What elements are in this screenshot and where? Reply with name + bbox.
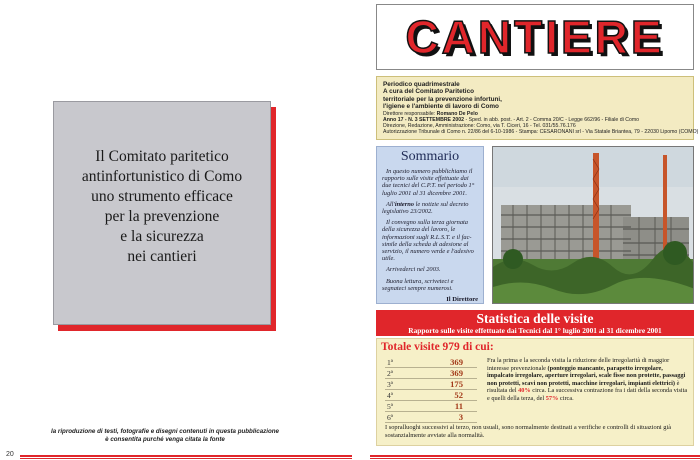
visit-count: 52 <box>405 390 477 401</box>
visits-row <box>385 401 477 412</box>
sommario-paragraph-1: In questo numero pubblichiamo il rapporto sulle visite effettuate dai due tecnici del C.P.T. nel periodo 1° luglio 2001 al 31 dicembre 2001. <box>382 168 475 197</box>
footer-rule-thin <box>20 458 352 459</box>
visit-number: 3ª <box>385 379 405 390</box>
statistics-title: Statistica delle visite <box>476 311 594 326</box>
visit-count: 369 <box>405 357 477 368</box>
footer-rule-thin <box>370 458 700 459</box>
visit-count: 3 <box>405 412 477 423</box>
statistics-summary <box>487 357 691 403</box>
summary-part-c: è risultata del <box>487 379 680 395</box>
statistics-note: I sopralluoghi successivi al terzo, non usuali, sono normalmente destinati a verifiche e controlli di situazioni già sostanzialmente avviate alla normalità. <box>385 424 672 439</box>
statistics-panel <box>376 338 694 446</box>
sommario-title: Sommario <box>400 149 460 164</box>
visits-row <box>385 390 477 401</box>
publication-info <box>376 76 699 140</box>
reproduction-notice-line-1: la riproduzione di testi, fotografie e disegni contenuti in questa pubblicazione <box>51 428 279 435</box>
visit-number: 1ª <box>385 357 405 368</box>
summary-part-d: circa. <box>530 387 547 395</box>
visit-number: 4ª <box>385 390 405 401</box>
info-committee-line-2: l'igiene e l'ambiente di lavoro di Como <box>383 103 499 111</box>
summary-part-e: La successiva contrazione fra i dati della seconda visita e quelli della terza, del <box>487 387 688 402</box>
page-number: 20 <box>6 451 14 458</box>
reproduction-notice <box>40 428 290 444</box>
visits-row <box>385 368 477 379</box>
sommario-paragraph-2 <box>382 201 478 215</box>
summary-part-f: circa. <box>558 394 574 402</box>
sommario-p2-end: le notizie sul decreto legislativo 23/2002. <box>382 200 469 216</box>
info-committee-line: territoriale per la prevenzione infortuni, <box>383 95 502 103</box>
quote-box <box>53 101 271 325</box>
masthead-title: CANTIERE <box>405 11 665 63</box>
summary-irregularities-list: (ponteggio mancante, parapetto irregolare, impalcato irregolare, aperture irregolari, scale fisse non protette, passaggi non protetti, scavi non protetti, macchine irregolari, impianti elettrici) <box>487 364 686 387</box>
construction-site-photo <box>492 146 694 304</box>
info-editor: A cura del Comitato Paritetico <box>383 88 475 96</box>
summary-percent-1: 40% <box>518 387 531 395</box>
masthead <box>376 4 694 70</box>
info-periodicity: Periodico quadrimestrale <box>383 81 460 88</box>
summary-part-a: Fra la prima e la seconda visita la riduzione delle irregolarità di maggior interesse prevenzionale <box>487 357 670 372</box>
visit-number: 2ª <box>385 368 405 379</box>
sommario-paragraph-3: Il convegno sulla terza giornata della sicurezza del lavoro, le informazioni sugli R.L.S.T. e il fac-simile della scheda di adesione al servizio, il numero verde e l'adesivo utile. <box>382 219 474 263</box>
visit-number: 6ª <box>385 412 405 423</box>
visit-count: 175 <box>405 379 477 390</box>
sommario-box <box>376 146 484 304</box>
info-issue-number: Anno 17 - N. 3 SETTEMBRE 2002 <box>383 117 465 124</box>
info-authorization: Autorizzazione Tribunale di Como n. 22/86 del 6-10-1986 - Stampa: CESARONANI srl - Via Statale Briantea, 79 - 22030 Lipomo (COMO) <box>383 129 699 136</box>
visits-table <box>385 357 477 423</box>
right-page <box>360 0 700 460</box>
info-director-name: Romano De Pelo <box>436 110 478 117</box>
visits-row <box>385 379 477 390</box>
sommario-paragraph-4: Arrivederci nel 2003. <box>386 266 441 274</box>
info-issue-postal: - Sped. in abb. post. - Art. 2 - Comma 20/C - Legge 662/96 - Filiale di Como <box>464 117 640 124</box>
sommario-signature: Il Direttore <box>446 296 478 304</box>
footer-rule <box>370 455 700 457</box>
reproduction-notice-line-2: è consentita purché venga citata la fonte <box>105 436 225 443</box>
construction-photo-image <box>493 147 694 304</box>
visit-count: 11 <box>405 401 477 412</box>
visit-number: 5ª <box>385 401 405 412</box>
sommario-paragraph-5: Buona lettura, scriveteci e segnateci sempre numerosi. <box>382 277 454 292</box>
visits-row <box>385 412 477 423</box>
summary-percent-2: 57% <box>545 394 559 402</box>
visit-count: 369 <box>405 368 477 379</box>
total-visits-heading: Totale visite 979 di cui: <box>381 341 494 353</box>
info-address: Direzione, Redazione, Amministrazione: Como, via T. Ciceri, 16 - Tel. 031/55.76.176 <box>383 123 576 130</box>
sommario-p2-bold: interno <box>394 200 415 208</box>
statistics-banner <box>376 310 694 336</box>
quote-text: Il Comitato paritetico antinfortunistico di Como uno strumento efficace per la prevenzione e la sicurezza nei cantieri <box>81 148 243 265</box>
visits-row <box>385 357 477 368</box>
footer-rule <box>20 455 352 457</box>
statistics-subtitle: Rapporto sulle visite effettuate dai Tecnici dal 1° luglio 2001 al 31 dicembre 2001 <box>408 326 662 335</box>
info-director-label: Direttore responsabile: <box>383 110 436 117</box>
sommario-p2-start: All' <box>386 200 395 208</box>
